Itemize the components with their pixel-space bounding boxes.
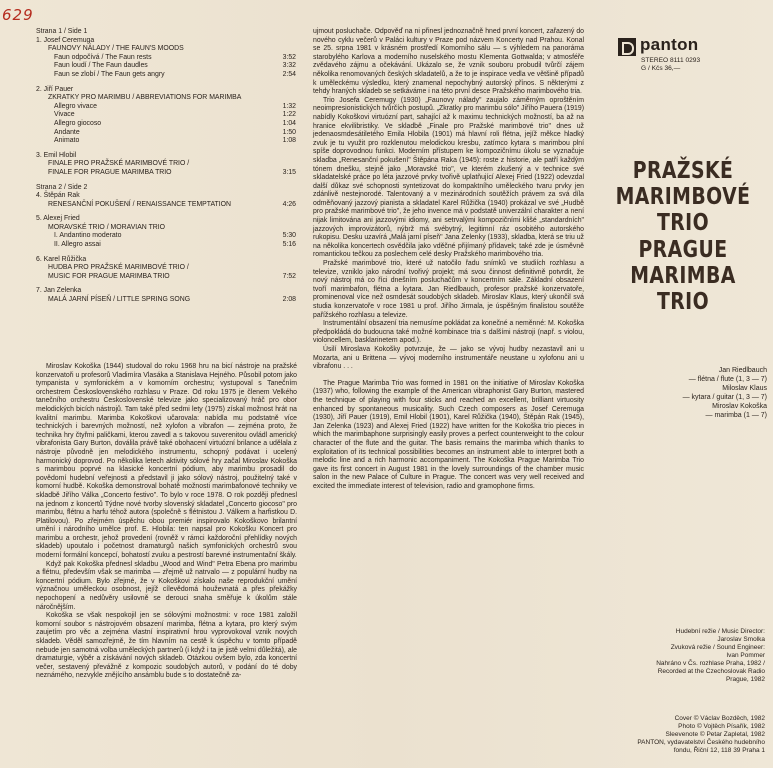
track-duration: 1:50 bbox=[282, 128, 296, 136]
credit-line: fondu, Řiční 12, 118 39 Praha 1 bbox=[673, 747, 765, 754]
performers bbox=[607, 367, 767, 420]
track-duration: 3:32 bbox=[282, 62, 296, 70]
paragraph: Když pak Kokoška přednesl skladbu „Wood and Wind" Petra Ebena pro marimbu a flétnu, především však se marimba — zřejmě už natrvalo — z populární hudby na koncertní pódium. Bylo zřejmé, že v Kokoškovi získalo naše reprodukční umění význačnou uměleckou osobnost, jejíž cílevědomá houževnatá a přes překážky nepochopení a nedůvěry usilovně se derouci snaha směřuje k úkolům stále náročnějším. bbox=[36, 560, 297, 611]
track-row bbox=[36, 264, 296, 273]
track-duration: 1:08 bbox=[282, 137, 296, 145]
track-row bbox=[36, 296, 296, 305]
paragraph: ujmout posluchače. Odpověď na ni přinesl jednoznačně hned první koncert, zařazený do nového cyklu večerů v Paláci kultury v Praze pod názvem Koncerty nad Prahou. Konal se 25. srpna 1981 v krásném prostředí Komorního sálu — s výhledem na panoráma starobylého Karlova a moderního nuselského mostu Klementa Gottwalda; v atmosféře zvědavého zájmu a očekávání. Ukázalo se, že vznik souboru probudil tvůrčí zájem několika renomovaných českých skladatelů, a že to je inspirace vedla ve většině případů k uměleckému výsledku, který znamenal nepochybný autorský přínos. S některými z tehdy hraných skladeb se setkáváme i na této první desce Pražského marimbového tria. bbox=[313, 28, 584, 96]
track-row bbox=[36, 273, 296, 282]
track-title: Andante bbox=[54, 128, 80, 136]
track-title: II. Allegro assai bbox=[54, 241, 101, 249]
performer-name: Jan Riedlbauch bbox=[718, 367, 767, 374]
track-row bbox=[36, 256, 296, 265]
track-title: Allegro vivace bbox=[54, 102, 97, 110]
title-czech bbox=[609, 158, 757, 236]
track-row bbox=[36, 62, 296, 71]
performer-role: — marimba (1 — 7) bbox=[705, 411, 767, 419]
performer-role: — kytara / guitar (1, 3 — 7) bbox=[682, 393, 767, 401]
paragraph: Pražské marimbové trio, které už natočilo řadu snímků ve studiích rozhlasu a televize, vzniklo jako národní tvořivý projekt; má svou činnost definitivně potvrdit, že nový nástroj má co říci dnešním posluchačům v koncertním sále. Základní obsazení tvoří marimbafon, flétna a kytara. Jan Riedlbauch, profesor pražské konzervatoře, prominenoval více než osmdesát soudobých skladeb. Miroslav Klaus, který ukončil svá studia konzervatoře v roce 1981 u prof. Jiřího Jirmala, je úspěšným finalistou soutěže pařížského rozhlasu a televize. bbox=[313, 260, 584, 319]
track-row bbox=[36, 86, 296, 95]
track-duration: 1:22 bbox=[282, 111, 296, 119]
track-duration: 3:52 bbox=[282, 53, 296, 61]
credit-line: PANTON, vydavatelství Českého hudebního bbox=[637, 739, 765, 746]
price: G / Kčs 36,— bbox=[641, 65, 681, 72]
handwritten-number: 629 bbox=[2, 6, 34, 24]
track-row bbox=[36, 184, 296, 193]
track-title: 3. Emil Hlobil bbox=[36, 151, 77, 159]
credit-line: Zvuková režie / Sound Engineer: bbox=[670, 644, 765, 651]
track-title: FAUNOVY NÁLADY / THE FAUN'S MOODS bbox=[48, 45, 184, 53]
credit-line: Recorded at the Czechoslovak Radio bbox=[657, 668, 765, 675]
track-row bbox=[36, 45, 296, 54]
performer-name: Miloslav Klaus bbox=[722, 384, 767, 392]
track-row bbox=[36, 120, 296, 129]
track-row bbox=[36, 215, 296, 224]
track-duration: 7:52 bbox=[282, 272, 296, 280]
track-row bbox=[36, 103, 296, 112]
credit-line: Ivan Pommer bbox=[726, 652, 765, 659]
track-row bbox=[36, 160, 296, 169]
title-cz-line: TRIO bbox=[656, 210, 710, 236]
credit-line: Cover © Václav Bozděch, 1982 bbox=[674, 715, 765, 722]
paragraph: Miroslav Kokoška (1944) studoval do roku 1968 hru na bicí nástroje na pražské konzervatoři u profesorů Vladimíra Vlasáka a Stanislava Hejného. Působil potom jako tympanista v symfonickém a v komorním orchestru; vystupoval s Tanečním orchestrem Československého rozhlasu v Praze. Od roku 1975 je členem Velkého tanečního orchestru Československé televize jako specializovaný hráč pro obor melodických bicích nástrojů. Tam také před sedmi lety (1975) získal možnost hrát na kvalitní marimbu. Marimba Kokoškovi učarovala: nabídla mu podstatně více technických i barevných možností, než xylofon a vibrafon — zejména proto, že technika hry čtyřmi paličkami, kterou zavedl a s takovou suverenitou ovládl americký vibrafonista Gary Burton, doválila právě také obohacení virtuózní brilance a udělala z nástroje původně jen melodického instrumentu, schopný podávat i ucelený harmonický doprovod. Po několika letech aktivity sólové hry začal Miroslav Kokoška s marimbou poprvé na klasické koncertní pódium, aby marimbu prosadil do povědomí hudební veřejnosti a představil ji jako sólový nástroj, použitelný také v komorní hudbě. Kokoška demonstroval bohatě možnosti marimbafonové techniky ve skladbě Jiřího Válka „Concerto festivo". To bylo v roce 1978. O rok později přednesl na jednom z koncertů Týdne nové tvorby slovenský skladatel „Concerto giocoso" pro marimbu, flétnu a harfu téhož autora (společně s flétnistou J. Válkem a harfistkou D. Platilovou). Po zřejmém úspěchu obou premiér inspirovalo Kokoškovo brilantní umění i národního umělce prof. E. Hlobila: ten napsal pro Kokošku Koncert pro marimbu a orchestr, jehož provedení (rovněž v rámci každoroční přehlídky nových skladeb) upoutalo i početnost dramaturgů našich symfonických orchestrů svou moderní formální koncepcí, bohatostí zvuku a pestrostí barevné instrumentační škály. bbox=[36, 363, 297, 560]
track-title: MORAVSKÉ TRIO / MORAVIAN TRIO bbox=[48, 223, 166, 231]
credit-line: Jaroslav Smolka bbox=[717, 636, 765, 643]
panton-logo-icon bbox=[618, 38, 636, 56]
track-title: RENESANČNÍ POKUŠENÍ / RENAISSANCE TEMPTATION bbox=[48, 200, 232, 208]
tracklist bbox=[36, 28, 296, 305]
track-row bbox=[36, 169, 296, 178]
track-title: 1. Josef Ceremuga bbox=[36, 36, 95, 44]
track-title: FINALE FOR PRAGUE MARIMBA TRIO bbox=[48, 168, 172, 176]
credit-line: Sleevenote © Petar Zapletal, 1982 bbox=[665, 731, 765, 738]
track-duration: 1:04 bbox=[282, 119, 296, 127]
brand-name: panton bbox=[640, 35, 699, 54]
paragraph: The Prague Marimba Trio was formed in 1981 on the initiative of Miroslav Kokoška (1937) who, following the example of the American vibraphonist Gary Burton, mastered the technique of playing with four sticks and reached an excellent, brilliant virtuosity enhanced by spontaneous musicality. Such Czech composers as Josef Ceremuga (1930), Jiří Pauer (1919), Emil Hlobil (1901), Karel Růžička (1940), Štěpán Rak (1945), Jan Zelenka (1923) and Alexej Fried (1922) have written for the Kokoška trio pieces in which the marimbaphone surprisingly easily proves a perfect counterweight to the colour character of the flute and the guitar. The basis remains the marimba which thanks to exploitation of its technical possibilities becomes an instrument able to interpret both a melodic line and a rich harmonic accompaniment. The Kokoška Prague Marimba Trio gave its first concert in August 1981 in the lovely surroundings of the chamber music salon in the new Palace of Culture in Prague. The concert was very well received and excited the immediate interest of television, radio and gramophone firms. bbox=[313, 379, 584, 490]
liner-notes-middle bbox=[313, 28, 584, 491]
title-en-line: TRIO bbox=[656, 289, 710, 315]
title-cz-line: MARIMBOVÉ bbox=[615, 184, 751, 210]
track-title: I. Andantino moderato bbox=[54, 232, 122, 240]
track-row bbox=[36, 129, 296, 138]
production-credits bbox=[575, 628, 765, 684]
credit-line: Hudební režie / Music Director: bbox=[675, 628, 765, 635]
track-row bbox=[36, 287, 296, 296]
track-title: Allegro giocoso bbox=[54, 119, 102, 127]
track-duration: 4:26 bbox=[282, 200, 296, 208]
track-title: Faun loudí / The Faun daudles bbox=[54, 62, 148, 70]
track-row bbox=[36, 192, 296, 201]
track-title: Animato bbox=[54, 137, 80, 145]
liner-notes-left bbox=[36, 363, 297, 681]
paragraph: Trio Josefa Ceremugy (1930) „Faunovy nálady" zaujalo záměrným oproštěním neoimpresionistických tvůrčích postupů. „Zkratky pro marimbu sólo" Jiřího Pauera (1919) nabídly Kokoškovi virtuózní part, sahající až k maximu technických možností, ba až na hranice ekvilibristiky. Ve skladbě „Finale pro Pražské marimbové trio" dnes už jedenaosmdesátiletého Emila Hlobila (1901) má hlavní roli flétna, jejíž měkce hladký zvuk je tu využit pro rozklenutou melodickou kresbu, zatímco kytara s marimbou plní spíše doprovodnou funkci. Moderním přístupem ke kompozičnímu úkolu se vyznačuje skladba „Renesanční pokušení" Štěpána Raka (1945): roste z historie, ale patří každým tónem dnešku, stejně jako „Moravské trio", ve kterém zkušený a v technice své skladatelské práce po léta jazzové prvky tvořivě uplatňující Alexej Fried (1922) odevzdal další důkaz své schopnosti syntetizovat do kompaktního uměleckého tvaru prvky jen zdánlivě nestejnorodé. Talentovaný a v mezinárodních soutěžích právem za svá díla odměňovaný jazzový pianista a skladatel Karel Růžička (1940) prokázal ve své „Hudbě pro pražské marimbové trio", že jeho invence má v podstatě univerzální charakter a není nijak limitována ani jazzovými idiomy, ani setrvalými kompozičními klišé „standardních" jazzových improvizátorů, nýbrž má svébytný, legitimní ráz osobitého autorského rukopisu. Desku uzavírá „Malá jarní píseň" Jana Zelenky (1933), skladba, která se triu už na několika koncertech osvědčila jako vděčné přijímaný přídavek; také zde je úsměvně romantickou tečkou za poslechem celé desky Pražského marimbového tria. bbox=[313, 96, 584, 259]
track-row bbox=[36, 241, 296, 250]
catalog-info bbox=[641, 57, 700, 73]
track-duration: 2:08 bbox=[282, 296, 296, 304]
credit-line: Prague, 1982 bbox=[725, 676, 765, 683]
track-title: 6. Karel Růžička bbox=[36, 255, 87, 263]
track-title: Strana 2 / Side 2 bbox=[36, 183, 88, 191]
track-title: MALÁ JARNÍ PÍSEŇ / LITTLE SPRING SONG bbox=[48, 296, 191, 304]
track-title: 4. Štěpán Rak bbox=[36, 192, 80, 200]
credit-line: Photo © Vojtěch Písařík, 1982 bbox=[678, 723, 765, 730]
track-row bbox=[36, 201, 296, 210]
track-title: HUDBA PRO PRAŽSKÉ MARIMBOVÉ TRIO / bbox=[48, 264, 189, 272]
track-title: Faun odpočívá / The Faun rests bbox=[54, 53, 152, 61]
title-english bbox=[609, 237, 757, 315]
track-row bbox=[36, 54, 296, 63]
performer-role: — flétna / flute (1, 3 — 7) bbox=[688, 375, 767, 383]
track-title: MUSIC FOR PRAGUE MARIMBA TRIO bbox=[48, 272, 170, 280]
track-row bbox=[36, 94, 296, 103]
track-duration: 1:32 bbox=[282, 102, 296, 110]
track-duration: 3:15 bbox=[282, 168, 296, 176]
track-title: Strana 1 / Side 1 bbox=[36, 28, 88, 35]
track-title: 5. Alexej Fried bbox=[36, 215, 80, 223]
track-row bbox=[36, 111, 296, 120]
track-title: ZKRATKY PRO MARIMBU / ABBREVIATIONS FOR MARIMBA bbox=[48, 94, 242, 102]
paragraph: Úsilí Miroslava Kokošky potvrzuje, že — jako se vývoj hudby nezastavil ani u Mozarta, ani u Brittena — vývoj moderního instrumentáře neustane u xylofonu ani u vibrafonu . . . bbox=[313, 345, 584, 371]
track-row bbox=[36, 28, 296, 37]
credit-line: Nahráno v Čs. rozhlase Praha, 1982 / bbox=[656, 660, 765, 667]
title-en-line: MARIMBA bbox=[630, 263, 736, 289]
track-duration: 5:30 bbox=[282, 232, 296, 240]
catalog-number: STEREO 8111 0293 bbox=[641, 57, 701, 64]
track-title: FINALE PRO PRAŽSKÉ MARIMBOVÉ TRIO / bbox=[48, 160, 190, 168]
track-title: Faun se zlobí / The Faun gets angry bbox=[54, 70, 165, 78]
track-title: 2. Jiří Pauer bbox=[36, 85, 74, 93]
track-row bbox=[36, 71, 296, 80]
track-row bbox=[36, 224, 296, 233]
track-row bbox=[36, 137, 296, 146]
paragraph: Kokoška se však nespokojil jen se sólovými možnostmi: v roce 1981 založil komorní soubor s nástrojovém obsazení marimba, flétna a kytara, pro který svým zaujetím pro věc a zejména vlastní inspirativní hrou vyprovokoval vznik nových skladeb. Věděl samozřejmě, že tím hlavním na cestě k úspěchu v tomto případě nebude jen samotná volba uměleckých partnerů (i když i ta je jistě velmi důležitá), ale dramaturgie, výběr a získávání nových skladeb. Otázkou ovšem bylo, zda koncertní večer, sestavený převážně z kompozic soudobých autorů, v podání do té doby neznámého, nezvykle znějícího ansámblu bude s to dostatečně za- bbox=[36, 612, 297, 680]
track-duration: 5:16 bbox=[282, 241, 296, 249]
title-cz-line: PRAŽSKÉ bbox=[632, 158, 734, 184]
performer-name: Miroslav Kokoška bbox=[712, 402, 767, 410]
track-row bbox=[36, 37, 296, 46]
paragraph: Instrumentální obsazení tria nemusíme pokládat za konečné a neměnné: M. Kokoška předpokládá do budoucna také možné kombinace tria s dalšími nástroji (např. s violou, violoncellem, basklarinetem apod.). bbox=[313, 320, 584, 345]
track-row bbox=[36, 232, 296, 241]
publisher-credits bbox=[585, 715, 765, 755]
title-en-line: PRAGUE bbox=[638, 237, 728, 263]
track-title: 7. Jan Zelenka bbox=[36, 287, 82, 295]
track-duration: 2:54 bbox=[282, 70, 296, 78]
track-title: Vivace bbox=[54, 111, 75, 119]
